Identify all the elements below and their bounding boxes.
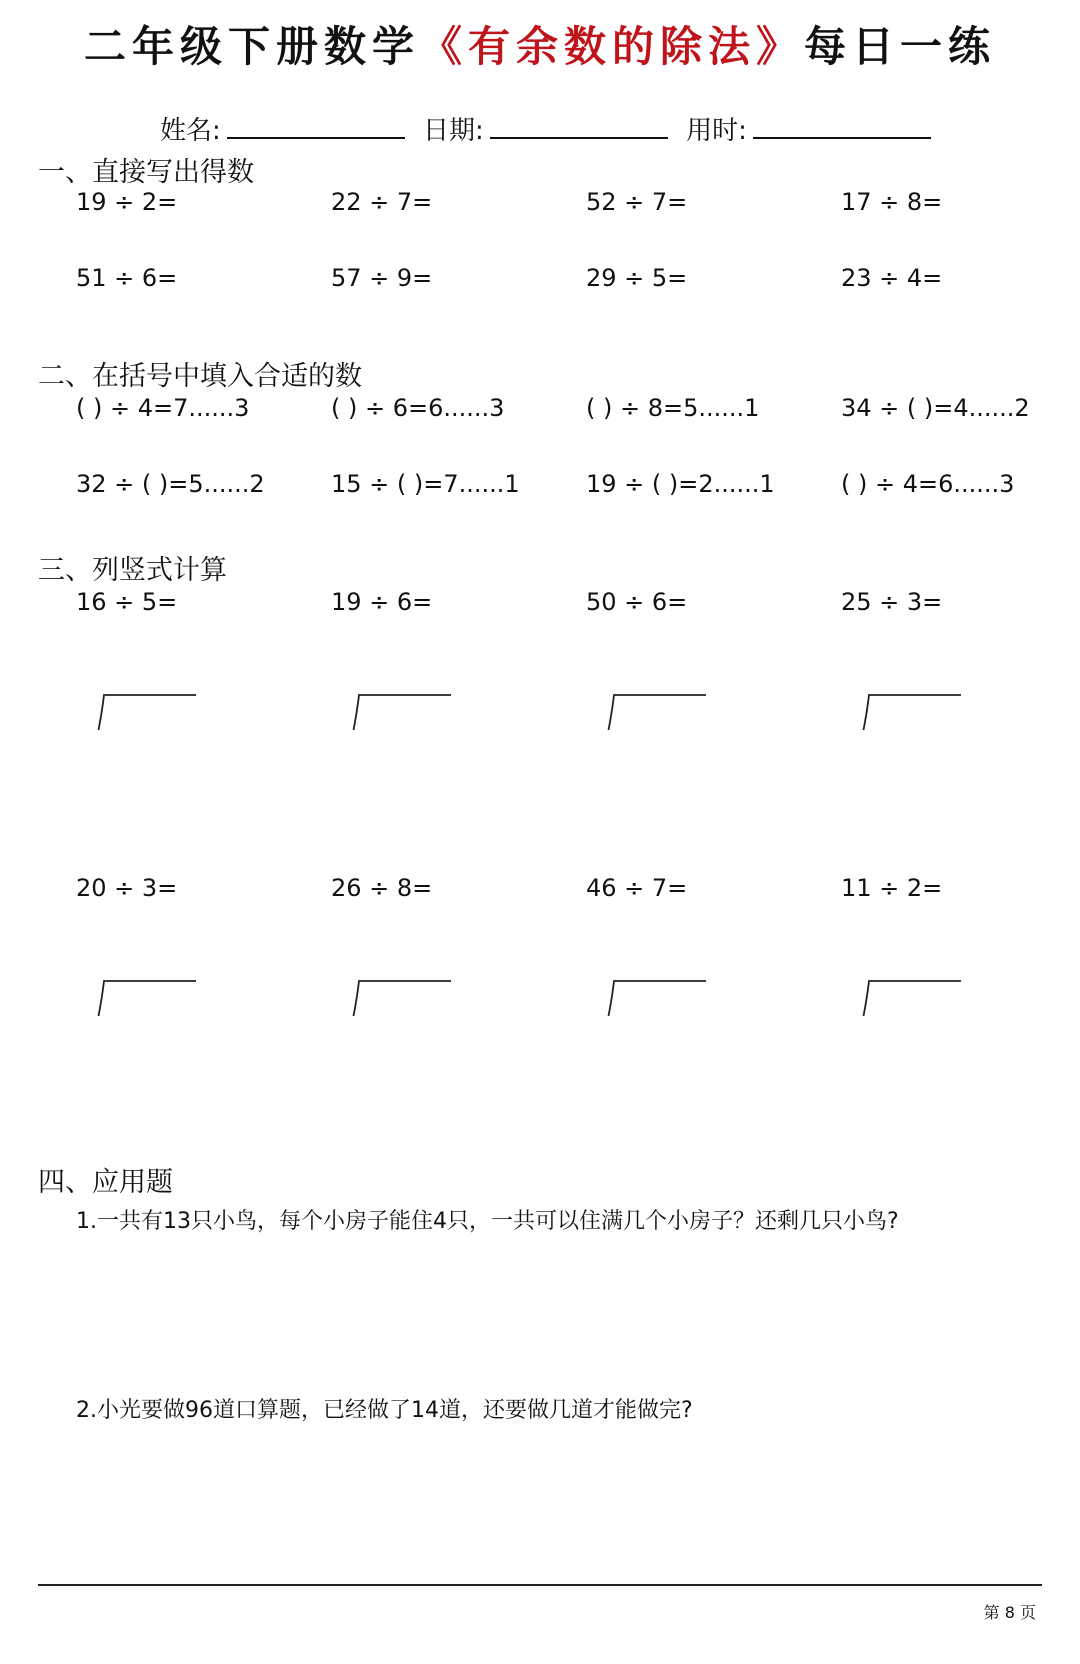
s3-problem: 25 ÷ 3= [841,588,943,616]
title-part2: 每日一练 [804,22,997,71]
s1-problem: 29 ÷ 5= [586,264,688,292]
date-blank[interactable] [490,113,668,139]
s2-problem: 19 ÷ ( )=2......1 [586,470,775,498]
s1-problem: 23 ÷ 4= [841,264,943,292]
word-problem-1: 1.一共有13只小鸟，每个小房子能住4只，一共可以住满几个小房子？还剩几只小鸟? [76,1209,899,1234]
s3-problem: 46 ÷ 7= [586,874,688,902]
s1-problem: 22 ÷ 7= [331,188,433,216]
section3-heading: 三、列竖式计算 [38,555,227,586]
s2-problem: ( ) ÷ 4=7......3 [76,394,250,422]
long-division-bracket [98,694,194,730]
name-blank[interactable] [227,113,405,139]
time-label: 用时: [686,116,747,146]
s3-problem: 11 ÷ 2= [841,874,943,902]
name-label: 姓名: [160,116,221,146]
section1-heading: 一、直接写出得数 [38,157,254,188]
s1-problem: 17 ÷ 8= [841,188,943,216]
s3-problem: 20 ÷ 3= [76,874,178,902]
date-label: 日期: [423,116,484,146]
long-division-bracket [353,980,449,1016]
page-number: 第 8 页 [983,1603,1036,1622]
s2-problem: 34 ÷ ( )=4......2 [841,394,1030,422]
long-division-bracket [608,694,704,730]
long-division-bracket [98,980,194,1016]
footer-divider [38,1584,1042,1586]
s1-problem: 51 ÷ 6= [76,264,178,292]
long-division-bracket [863,694,959,730]
s2-problem: 32 ÷ ( )=5......2 [76,470,265,498]
section4-heading: 四、应用题 [38,1167,173,1198]
s1-problem: 57 ÷ 9= [331,264,433,292]
s3-problem: 26 ÷ 8= [331,874,433,902]
s2-problem: 15 ÷ ( )=7......1 [331,470,520,498]
s3-problem: 16 ÷ 5= [76,588,178,616]
info-row [160,110,941,147]
s2-problem: ( ) ÷ 4=6......3 [841,470,1015,498]
long-division-bracket [863,980,959,1016]
title-part1: 二年级下册数学 [83,22,420,71]
s2-problem: ( ) ÷ 6=6......3 [331,394,505,422]
s3-problem: 19 ÷ 6= [331,588,433,616]
long-division-bracket [353,694,449,730]
time-blank[interactable] [753,113,931,139]
title-highlight: 《有余数的除法》 [419,22,804,71]
s2-problem: ( ) ÷ 8=5......1 [586,394,760,422]
word-problem-2: 2.小光要做96道口算题，已经做了14道，还要做几道才能做完? [76,1398,693,1423]
page-title [0,14,1080,74]
s1-problem: 52 ÷ 7= [586,188,688,216]
s3-problem: 50 ÷ 6= [586,588,688,616]
s1-problem: 19 ÷ 2= [76,188,178,216]
section2-heading: 二、在括号中填入合适的数 [38,361,362,392]
long-division-bracket [608,980,704,1016]
